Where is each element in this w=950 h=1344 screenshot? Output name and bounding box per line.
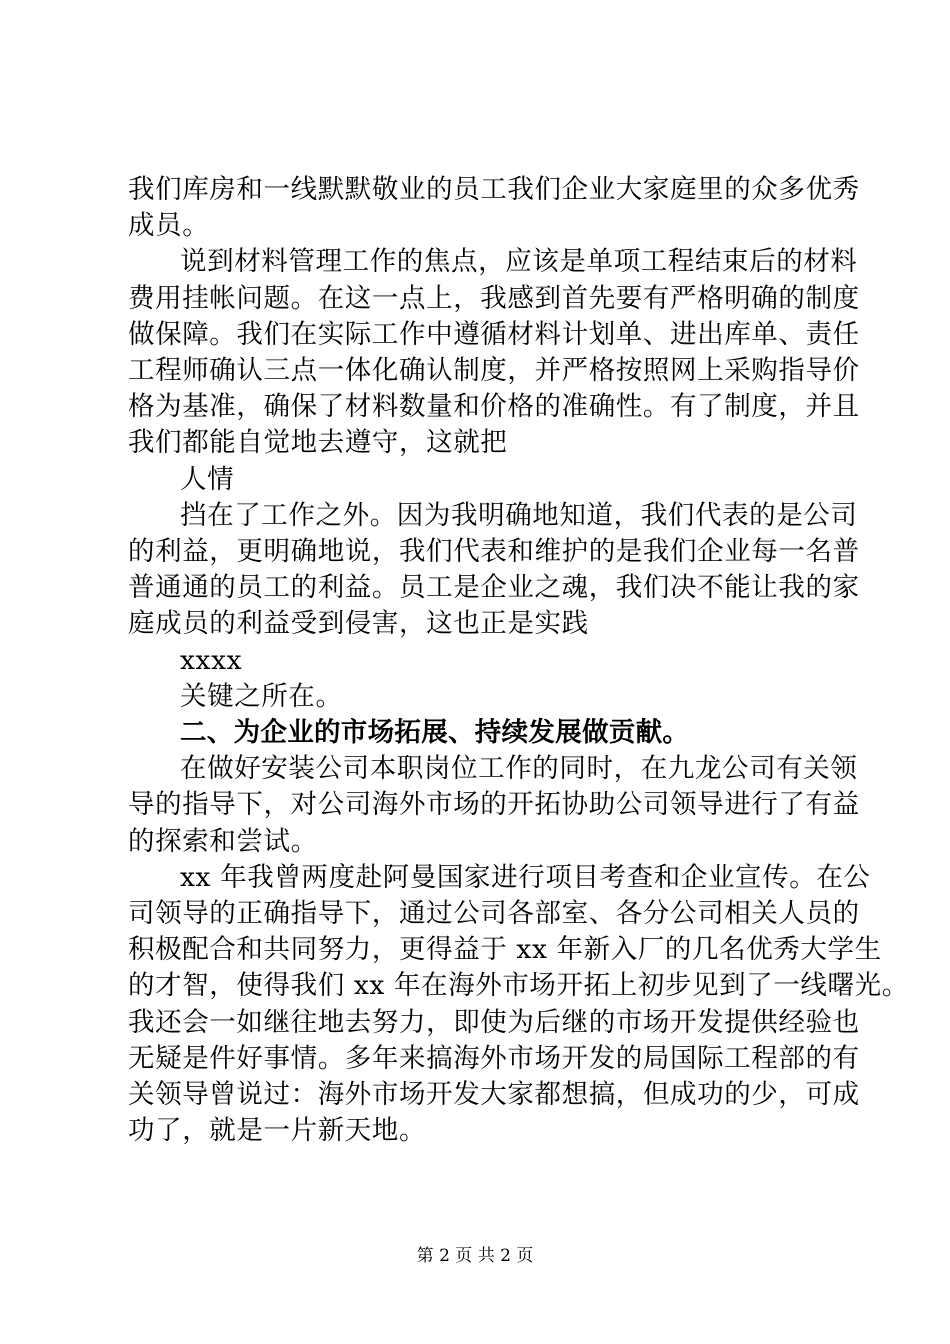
- page-footer: 第 2 页 共 2 页: [416, 1246, 534, 1266]
- text-line: xxxx: [180, 644, 243, 676]
- text-line: 成员。: [128, 210, 210, 242]
- text-line: xx 年我曾两度赴阿曼国家进行项目考查和企业宣传。在公: [180, 861, 871, 893]
- section-heading: 二、为企业的市场拓展、持续发展做贡献。: [180, 717, 690, 749]
- text-line: 庭成员的利益受到侵害，这也正是实践: [128, 608, 589, 640]
- text-line: 功了，就是一片新天地。: [128, 1115, 427, 1147]
- text-line: 普通通的员工的利益。员工是企业之魂，我们决不能让我的家: [128, 572, 860, 604]
- document-body: [128, 172, 909, 1149]
- text-line: 我们库房和一线默默敬业的员工我们企业大家庭里的众多优秀: [128, 174, 860, 205]
- text-line: 我们都能自觉地去遵守，这就把: [128, 427, 508, 459]
- text-line: 说到材料管理工作的焦点，应该是单项工程结束后的材料: [180, 246, 858, 278]
- text-line: 做保障。我们在实际工作中遵循材料计划单、进出库单、责任: [128, 318, 860, 350]
- text-line: 在做好安装公司本职岗位工作的同时，在九龙公司有关领: [180, 753, 858, 785]
- text-line: 格为基准，确保了材料数量和价格的准确性。有了制度，并且: [128, 391, 860, 423]
- text-line: 挡在了工作之外。因为我明确地知道，我们代表的是公司: [180, 499, 858, 531]
- text-line: 无疑是件好事情。多年来搞海外市场开发的局国际工程部的有: [128, 1042, 860, 1074]
- text-line: 积极配合和共同努力，更得益于 xx 年新入厂的几名优秀大学生: [128, 934, 882, 966]
- text-line: 司领导的正确指导下，通过公司各部室、各分公司相关人员的: [128, 898, 860, 930]
- text-line: 人情: [180, 463, 235, 495]
- text-line: 费用挂帐问题。在这一点上，我感到首先要有严格明确的制度: [128, 282, 860, 314]
- text-line: 工程师确认三点一体化确认制度，并严格按照网上采购指导价: [128, 355, 860, 387]
- text-line: 的利益，更明确地说，我们代表和维护的是我们企业每一名普: [128, 536, 860, 568]
- text-line: 导的指导下，对公司海外市场的开拓协助公司领导进行了有益: [128, 789, 860, 821]
- text-line: 我还会一如继往地去努力，即使为后继的市场开发提供经验也: [128, 1006, 860, 1038]
- text-line: 关领导曾说过：海外市场开发大家都想搞，但成功的少，可成: [128, 1079, 860, 1111]
- text-line: 的探索和尝试。: [128, 825, 318, 857]
- text-line: 关键之所在。: [180, 680, 343, 712]
- text-line: 的才智，使得我们 xx 年在海外市场开拓上初步见到了一线曙光。: [128, 970, 909, 1002]
